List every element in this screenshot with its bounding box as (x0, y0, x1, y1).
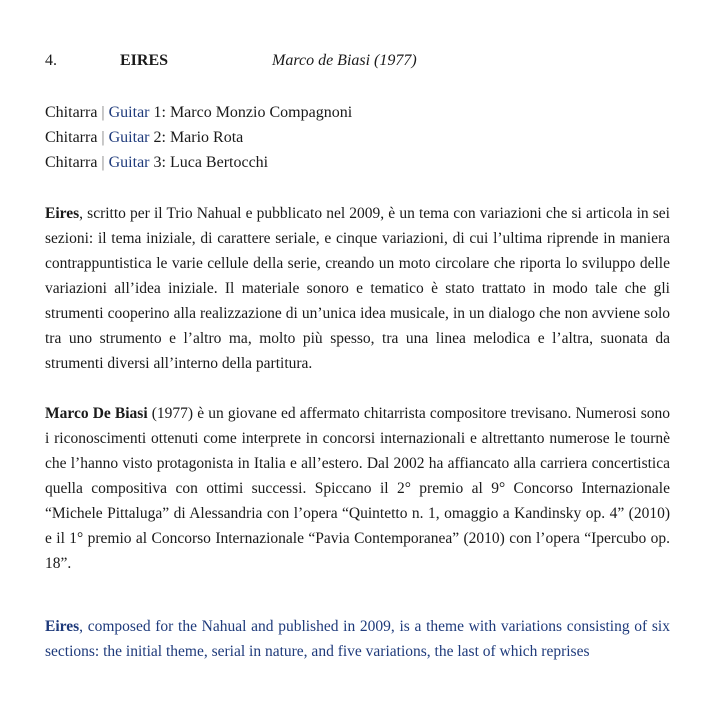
composer-name: Marco de Biasi (1977) (272, 52, 417, 69)
instrument-english: Guitar (108, 129, 150, 146)
performer-line (45, 100, 670, 125)
work-description-english (45, 614, 670, 664)
work-description-text: , scritto per il Trio Nahual e pubblicato nel 2009, è un tema con variazioni che si articola in sei sezioni: il tema iniziale, di carattere seriale, e cinque variazioni, di cui l’ultima riprende in maniera contrappuntistica le varie cellule della serie, creando un moto circolare che riporta lo sviluppo delle variazioni all’idea iniziale. Il materiale sonoro e tematico è stato trattato in modo tale che gli strumenti cooperino alla realizzazione di un’unica idea musicale, in un dialogo che non avviene solo tra uno strumento e l’altro ma, molto più spesso, tra una linea melodica e l’altra, suonata da strumenti diversi all’interno della partitura. (45, 205, 670, 372)
performers-list (45, 100, 670, 175)
language-separator: | (101, 129, 105, 146)
language-separator: | (101, 104, 105, 121)
piece-header (45, 50, 670, 74)
performer-name: 1: Marco Monzio Compagnoni (149, 104, 353, 121)
instrument-english: Guitar (108, 104, 150, 121)
performer-line (45, 125, 670, 150)
performer-name: 3: Luca Bertocchi (149, 154, 269, 171)
piece-title: EIRES (120, 52, 169, 69)
work-description-italian (45, 201, 670, 376)
performer-name: 2: Mario Rota (149, 129, 244, 146)
work-title-bold-english: Eires (45, 618, 80, 635)
composer-bio-text: (1977) è un giovane ed affermato chitarrista compositore trevisano. Numerosi sono i riconoscimenti ottenuti come interprete in concorsi internazionali e altrettanto numerose le tournè che l’hanno visto protagonista in Italia e all’estero. Dal 2002 ha affiancato alla carriera concertistica quella compositiva con ottimi successi. Spiccano il 2° premio al 9° Concorso Internazionale “Michele Pittaluga” di Alessandria con l’opera “Quintetto n. 1, omaggio a Kandinsky op. 4” (2010) e il 1° premio al Concorso Internazionale “Pavia Contemporanea” (2010) con l’opera “Ipercubo op. 18”. (45, 405, 670, 572)
instrument-italian: Chitarra (45, 104, 98, 121)
work-title-bold: Eires (45, 205, 80, 222)
composer-name-bold: Marco De Biasi (45, 405, 148, 422)
instrument-italian: Chitarra (45, 154, 98, 171)
instrument-english: Guitar (108, 154, 150, 171)
language-separator: | (101, 154, 105, 171)
work-description-text-english: , composed for the Nahual and published in 2009, is a theme with variations consisting of six sections: the initial theme, serial in nature, and five variations, the last of which reprises (45, 618, 670, 660)
performer-line (45, 150, 670, 175)
page (45, 50, 670, 664)
instrument-italian: Chitarra (45, 129, 98, 146)
piece-number: 4. (45, 52, 57, 69)
composer-bio-italian (45, 401, 670, 576)
